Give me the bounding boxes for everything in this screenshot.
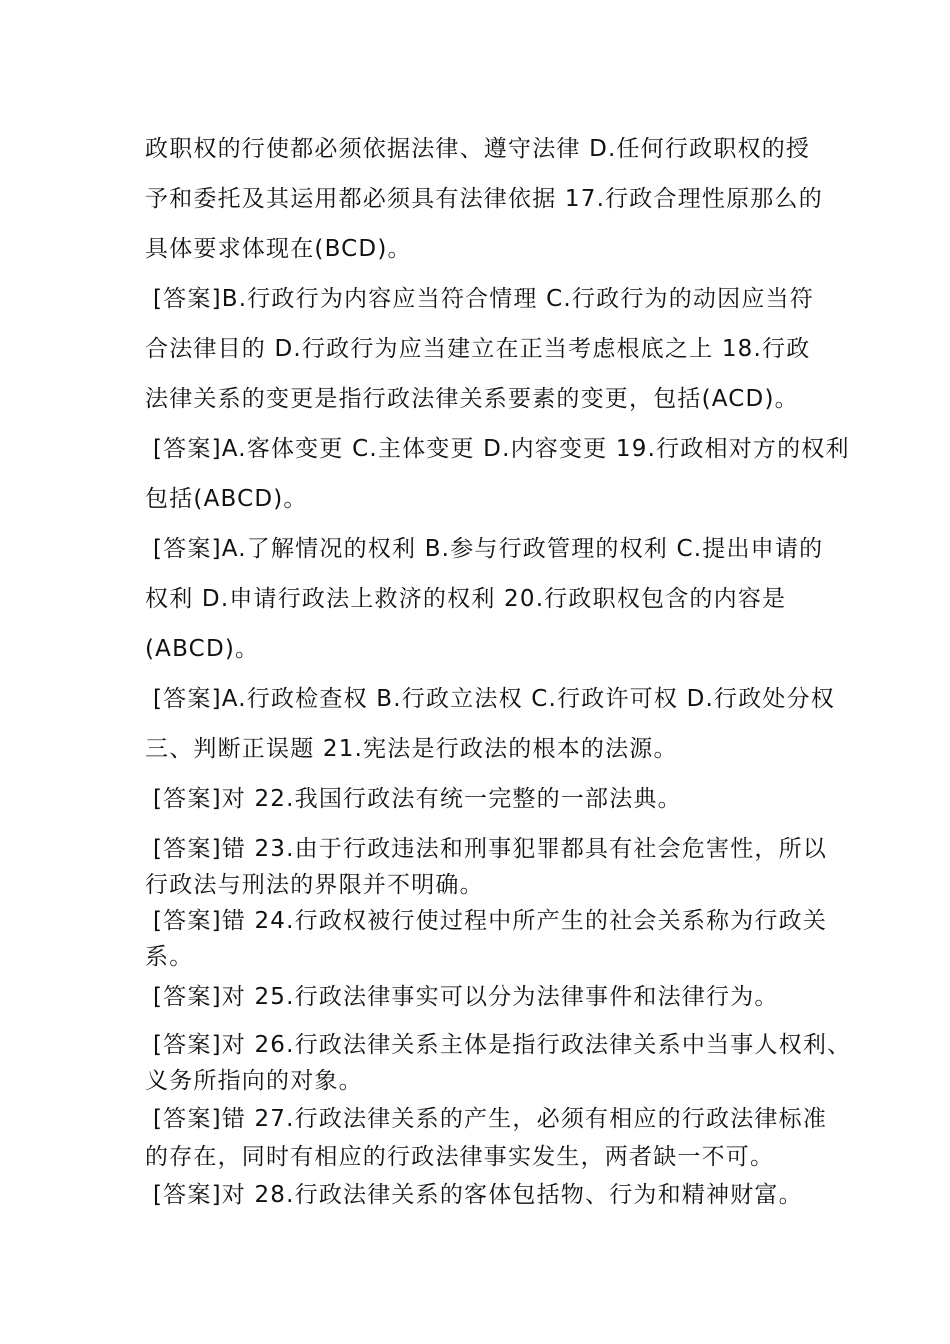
text-line-5: 合法律目的 D.行政行为应当建立在正当考虑根底之上 18.行政 bbox=[145, 336, 811, 362]
answer-line-20: [答案]A.行政检查权 B.行政立法权 C.行政许可权 D.行政处分权 bbox=[153, 686, 836, 712]
text-line-10: 权利 D.申请行政法上救济的权利 20.行政职权包含的内容是 bbox=[145, 586, 787, 612]
text-line-23: 的存在，同时有相应的行政法律事实发生，两者缺一不可。 bbox=[145, 1144, 775, 1170]
text-line-3: 具体要求体现在(BCD)。 bbox=[145, 236, 412, 262]
text-line-11: (ABCD)。 bbox=[145, 636, 260, 662]
section-heading-true-false: 三、判断正误题 21.宪法是行政法的根本的法源。 bbox=[145, 736, 678, 762]
text-line-1: 政职权的行使都必须依据法律、遵守法律 D.任何行政职权的授 bbox=[145, 136, 811, 162]
text-line-2: 予和委托及其运用都必须具有法律依据 17.行政合理性原那么的 bbox=[145, 186, 823, 212]
answer-line-19: [答案]A.了解情况的权利 B.参与行政管理的权利 C.提出申请的 bbox=[153, 536, 824, 562]
answer-line-18: [答案]A.客体变更 C.主体变更 D.内容变更 19.行政相对方的权利 bbox=[153, 436, 850, 462]
text-line-21: 义务所指向的对象。 bbox=[145, 1068, 363, 1094]
answer-line-23: [答案]错 24.行政权被行使过程中所产生的社会关系称为行政关 bbox=[153, 908, 828, 934]
text-line-16: 行政法与刑法的界限并不明确。 bbox=[145, 872, 484, 898]
answer-line-22: [答案]错 23.由于行政违法和刑事犯罪都具有社会危害性，所以 bbox=[153, 836, 828, 862]
answer-line-21: [答案]对 22.我国行政法有统一完整的一部法典。 bbox=[153, 786, 682, 812]
text-line-18: 系。 bbox=[145, 944, 194, 970]
text-line-6: 法律关系的变更是指行政法律关系要素的变更，包括(ACD)。 bbox=[145, 386, 799, 412]
answer-line-27: [答案]对 28.行政法律关系的客体包括物、行为和精神财富。 bbox=[153, 1182, 803, 1208]
answer-line-17: [答案]B.行政行为内容应当符合情理 C.行政行为的动因应当符 bbox=[153, 286, 814, 312]
answer-line-25: [答案]对 26.行政法律关系主体是指行政法律关系中当事人权利、 bbox=[153, 1032, 852, 1058]
text-line-8: 包括(ABCD)。 bbox=[145, 486, 308, 512]
answer-line-24: [答案]对 25.行政法律事实可以分为法律事件和法律行为。 bbox=[153, 984, 779, 1010]
answer-line-26: [答案]错 27.行政法律关系的产生，必须有相应的行政法律标准 bbox=[153, 1106, 828, 1132]
